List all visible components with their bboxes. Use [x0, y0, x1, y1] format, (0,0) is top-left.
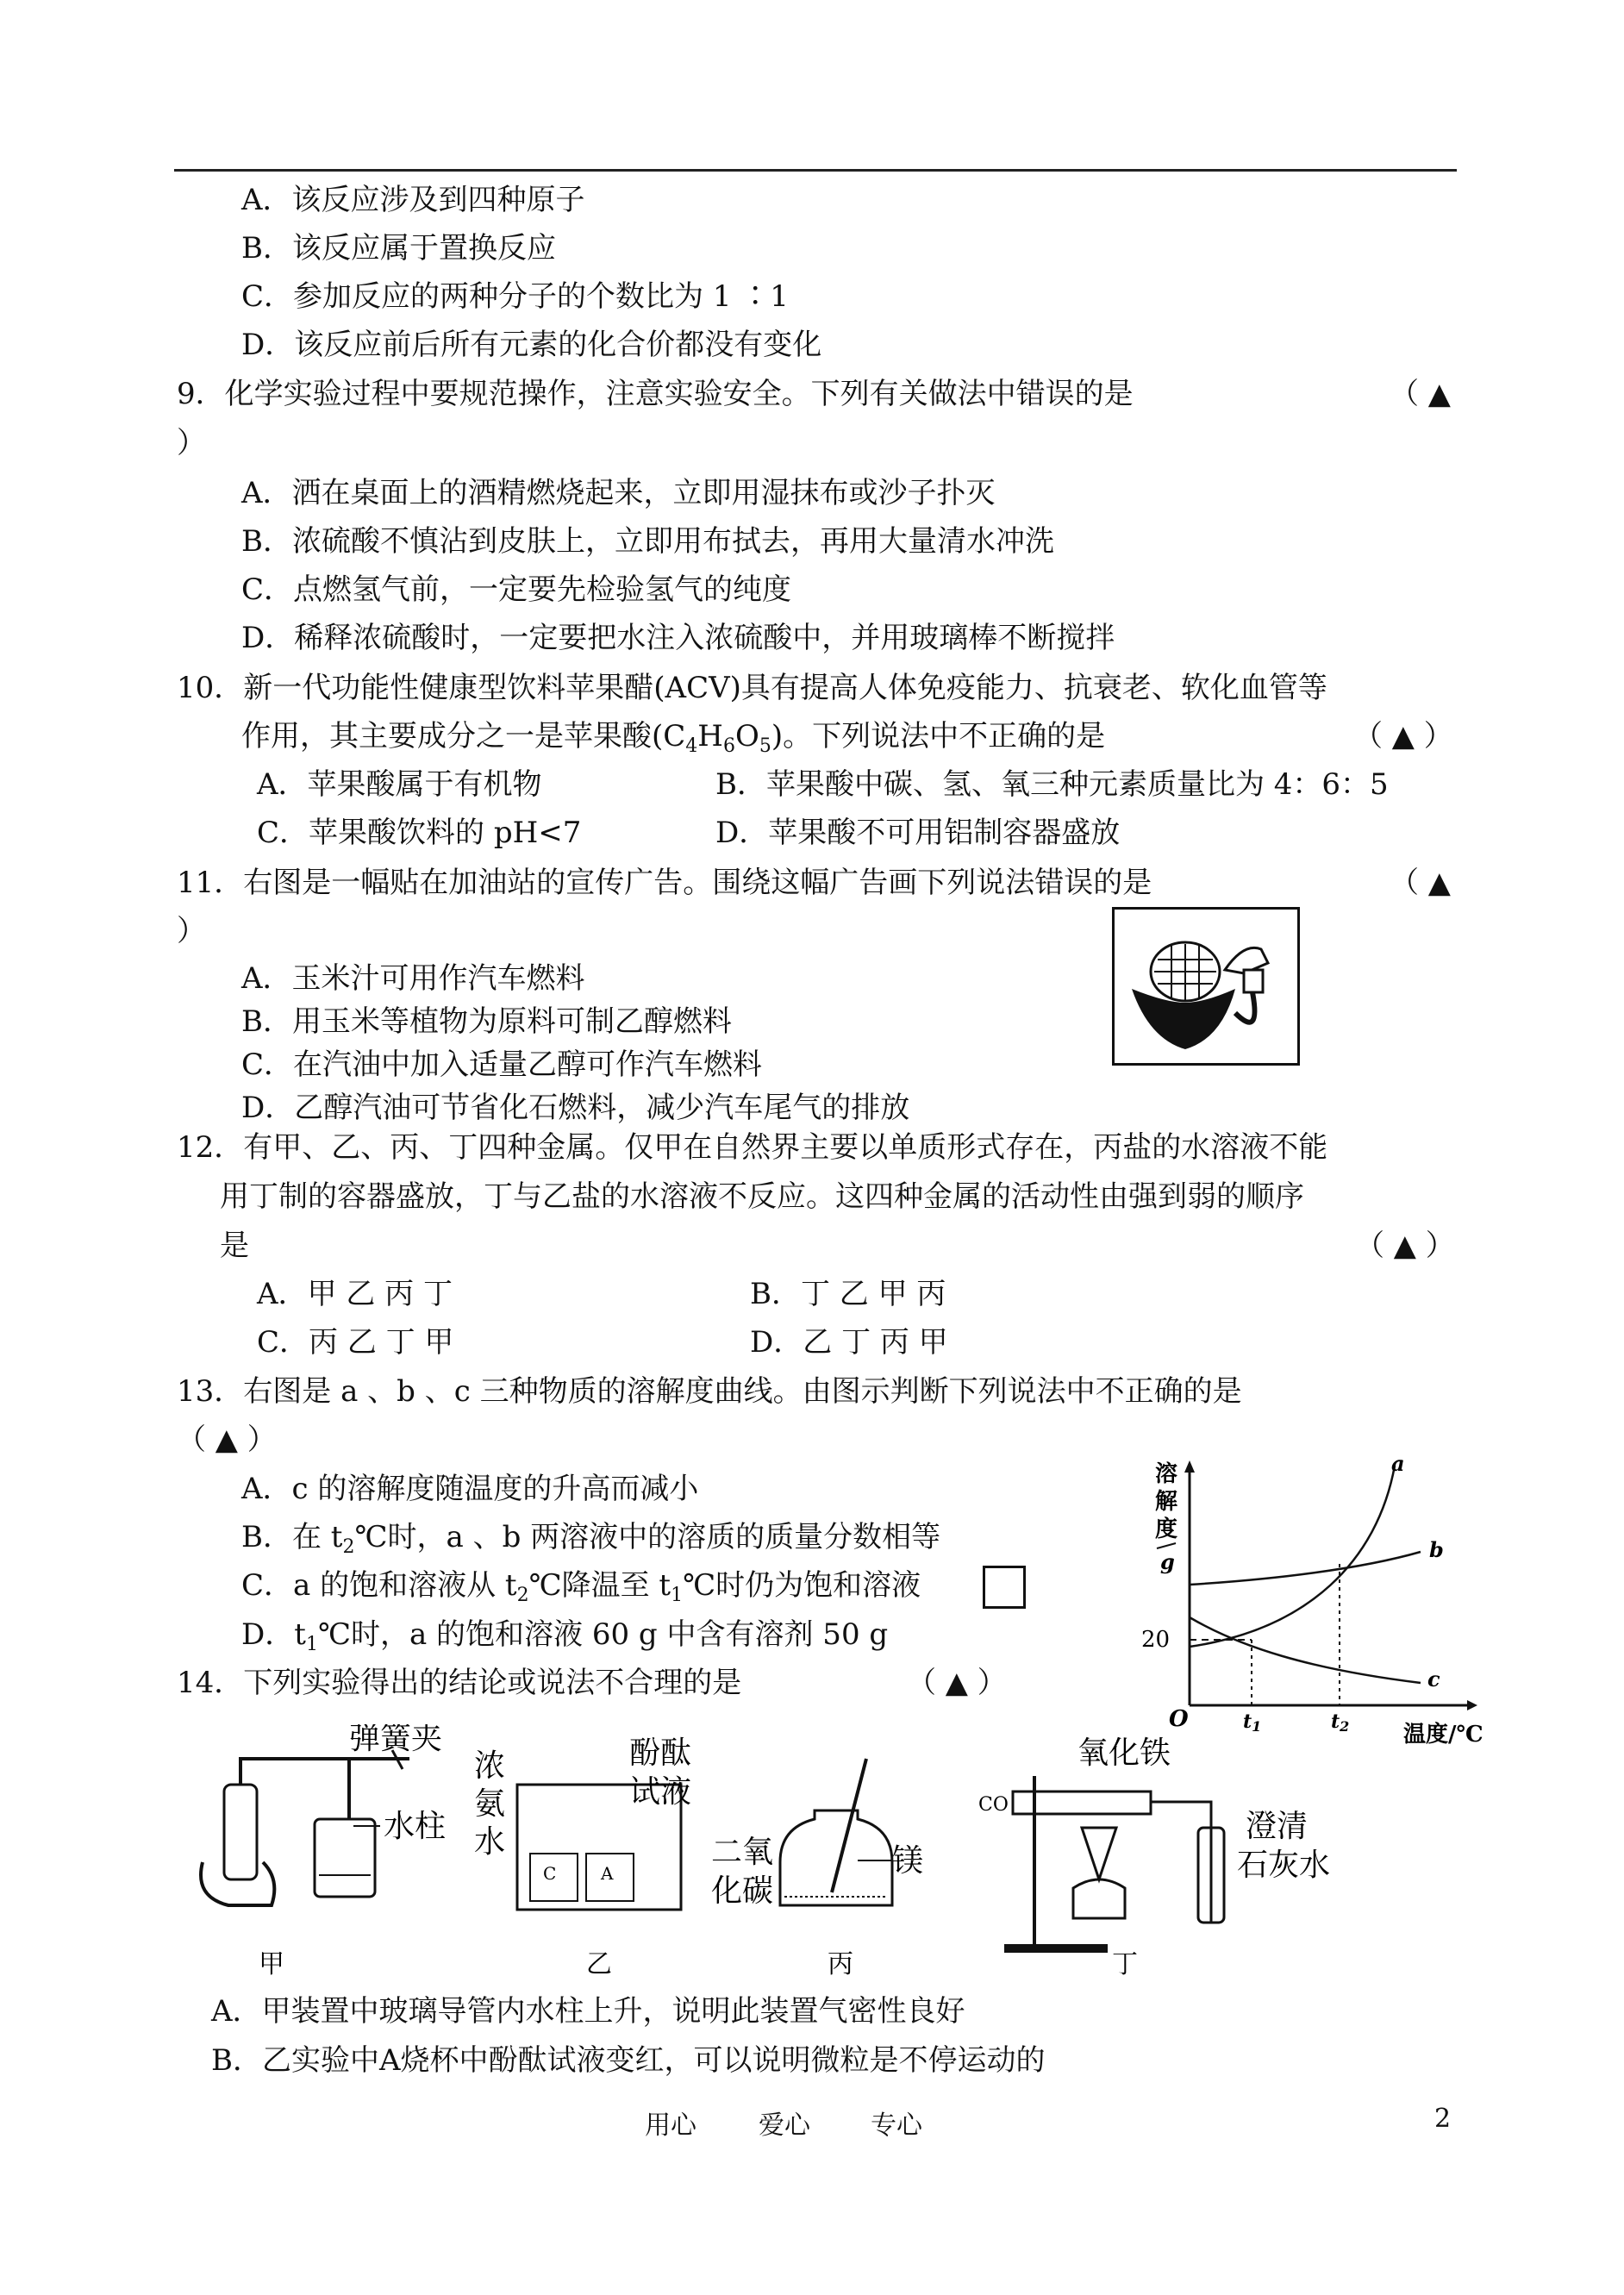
apparatus-figure: [177, 1724, 1435, 1983]
q9-answer-mark: （ ▲: [1390, 377, 1451, 411]
q10-option-d: D．苹果酸不可用铝制容器盛放: [715, 816, 1121, 850]
q10-option-c: C．苹果酸饮料的 pH<7: [257, 816, 582, 850]
q14-answer-mark: （ ▲ ）: [907, 1666, 1007, 1700]
y-tick-20: 20: [1141, 1627, 1171, 1653]
q9-option-a: A．洒在桌面上的酒精燃烧起来，立即用湿抹布或沙子扑灭: [241, 476, 996, 510]
label-bing: 丙: [828, 1949, 853, 1979]
x-tick-t2: t2: [1331, 1710, 1350, 1735]
y-label-2: 解: [1155, 1489, 1178, 1515]
label-water: 水: [474, 1824, 506, 1860]
q11-option-b: B．用玉米等植物为原料可制乙醇燃料: [241, 1004, 732, 1039]
apparatus-ding: [978, 1735, 1330, 1979]
apparatus-bing: [711, 1759, 923, 1979]
apparatus-yi: [474, 1735, 691, 1979]
curve-c: [1190, 1617, 1421, 1683]
q11-answer-mark: （ ▲: [1390, 866, 1451, 900]
q14-option-b: B．乙实验中A烧杯中酚酞试液变红，可以说明微粒是不停运动的: [211, 2043, 1046, 2078]
q11-option-d: D．乙醇汽油可节省化石燃料，减少汽车尾气的排放: [241, 1091, 910, 1125]
q11-stem: 11．右图是一幅贴在加油站的宣传广告。围绕这幅广告画下列说法错误的是: [177, 866, 1152, 900]
y-label-unit: g: [1160, 1549, 1175, 1574]
solubility-chart: [1136, 1457, 1515, 1750]
q11-option-a: A．玉米汁可用作汽车燃料: [241, 961, 585, 996]
label-co2-1: 二氧: [711, 1835, 774, 1870]
q12-stem-line2: 用丁制的容器盛放，丁与乙盐的水溶液不反应。这四种金属的活动性由强到弱的顺序: [220, 1179, 1304, 1214]
q12-stem-line1: 12．有甲、乙、丙、丁四种金属。仅甲在自然界主要以单质形式存在，丙盐的水溶液不能: [177, 1130, 1328, 1165]
label-limewater-2: 石灰水: [1237, 1848, 1331, 1883]
footer-motto-1: 用心: [645, 2111, 696, 2141]
label-co: CO: [978, 1794, 1009, 1816]
x-label: 温度/℃: [1403, 1722, 1483, 1748]
label-conc: 浓: [474, 1748, 506, 1784]
label-fe2o3: 氧化铁: [1077, 1735, 1171, 1771]
q12-option-d: D．乙 丁 丙 甲: [750, 1325, 948, 1360]
q13-option-a: A．c 的溶解度随温度的升高而减小: [241, 1472, 699, 1506]
label-mg: 镁: [892, 1843, 924, 1879]
label-co2-2: 化碳: [711, 1873, 774, 1909]
q12-stem-line3: 是: [220, 1229, 249, 1263]
q13-stem: 13．右图是 a 、b 、c 三种物质的溶解度曲线。由图示判断下列说法中不正确的是: [177, 1374, 1242, 1409]
origin-label: O: [1169, 1706, 1189, 1732]
gas-station-ad-image: [1112, 907, 1300, 1066]
footer-motto-2: 爱心: [759, 2111, 810, 2141]
y-label-3: 度: [1155, 1516, 1178, 1542]
q8-option-a: A．该反应涉及到四种原子: [241, 183, 585, 217]
q13-option-b: B．在 $t_2℃$时，a 、b 两溶液中的溶质的质量分数相等: [241, 1520, 941, 1558]
q12-option-c: C．丙 乙 丁 甲: [257, 1325, 454, 1360]
curve-label-c: c: [1427, 1667, 1440, 1692]
answer-box: [983, 1566, 1026, 1609]
header-rule: [174, 169, 1457, 172]
curve-label-a: a: [1391, 1457, 1405, 1476]
q10-option-b: B．苹果酸中碳、氢、氧三种元素质量比为 4：6：5: [715, 767, 1389, 802]
curve-b: [1190, 1552, 1421, 1585]
page-number: 2: [1434, 2104, 1452, 2134]
label-jia: 甲: [259, 1949, 284, 1979]
label-ammonia: 氨: [474, 1786, 506, 1822]
curve-label-b: b: [1429, 1537, 1444, 1562]
q9-option-c: C．点燃氢气前，一定要先检验氢气的纯度: [241, 572, 792, 607]
q12-option-a: A．甲 乙 丙 丁: [257, 1277, 453, 1311]
q9-stem: 9．化学实验过程中要规范操作，注意实验安全。下列有关做法中错误的是: [177, 377, 1134, 411]
apparatus-jia: [201, 1724, 446, 1979]
beaker-c-label: C: [543, 1863, 557, 1884]
label-yi: 乙: [586, 1949, 612, 1979]
q11-answer-mark-close: ）: [177, 914, 206, 948]
q12-answer-mark: （ ▲ ）: [1355, 1229, 1455, 1263]
q10-option-a: A．苹果酸属于有机物: [257, 767, 542, 802]
q9-option-b: B．浓硫酸不慎沾到皮肤上，立即用布拭去，再用大量清水冲洗: [241, 524, 1054, 559]
q8-option-b: B．该反应属于置换反应: [241, 231, 556, 266]
y-label-1: 溶: [1155, 1461, 1178, 1487]
q9-option-d: D．稀释浓硫酸时，一定要把水注入浓硫酸中，并用玻璃棒不断搅拌: [241, 621, 1115, 655]
label-spring-clip: 弹簧夹: [349, 1724, 443, 1756]
footer-motto-3: 专心: [871, 2111, 922, 2141]
q8-option-c: C．参加反应的两种分子的个数比为 1 ∶1: [241, 279, 789, 314]
q11-option-c: C．在汽油中加入适量乙醇可作汽车燃料: [241, 1047, 763, 1082]
curve-a: [1190, 1466, 1395, 1647]
label-water-column: 水柱: [384, 1809, 447, 1844]
q13-answer-mark: （ ▲ ）: [177, 1423, 277, 1457]
q12-option-b: B．丁 乙 甲 丙: [750, 1277, 946, 1311]
q10-stem-line2: 作用，其主要成分之一是苹果酸$(C_4H_6O_5)$。下列说法中不正确的是: [241, 719, 1106, 757]
label-phenol-2: 试液: [629, 1774, 692, 1810]
q10-answer-mark: （ ▲ ）: [1353, 719, 1453, 754]
label-limewater-1: 澄清: [1246, 1809, 1309, 1844]
q13-option-d: D．$t_1℃$时，a 的饱和溶液 60 g 中含有溶剂 50 g: [241, 1617, 889, 1655]
q14-option-a: A．甲装置中玻璃导管内水柱上升，说明此装置气密性良好: [211, 1994, 965, 2029]
x-tick-t1: t1: [1243, 1710, 1262, 1735]
label-ding: 丁: [1112, 1949, 1138, 1979]
q8-option-d: D．该反应前后所有元素的化合价都没有变化: [241, 328, 822, 362]
q13-option-c: C．a 的饱和溶液从 $t_2℃$降温至 $t_1℃$时仍为饱和溶液: [241, 1568, 921, 1606]
beaker-a-label: A: [601, 1863, 614, 1884]
q9-answer-mark-close: ）: [177, 426, 206, 460]
q14-stem: 14．下列实验得出的结论或说法不合理的是: [177, 1666, 742, 1700]
label-phenol-1: 酚酞: [629, 1735, 692, 1771]
q10-stem-line1: 10．新一代功能性健康型饮料苹果醋(ACV)具有提高人体免疫能力、抗衰老、软化血管等: [177, 671, 1327, 705]
